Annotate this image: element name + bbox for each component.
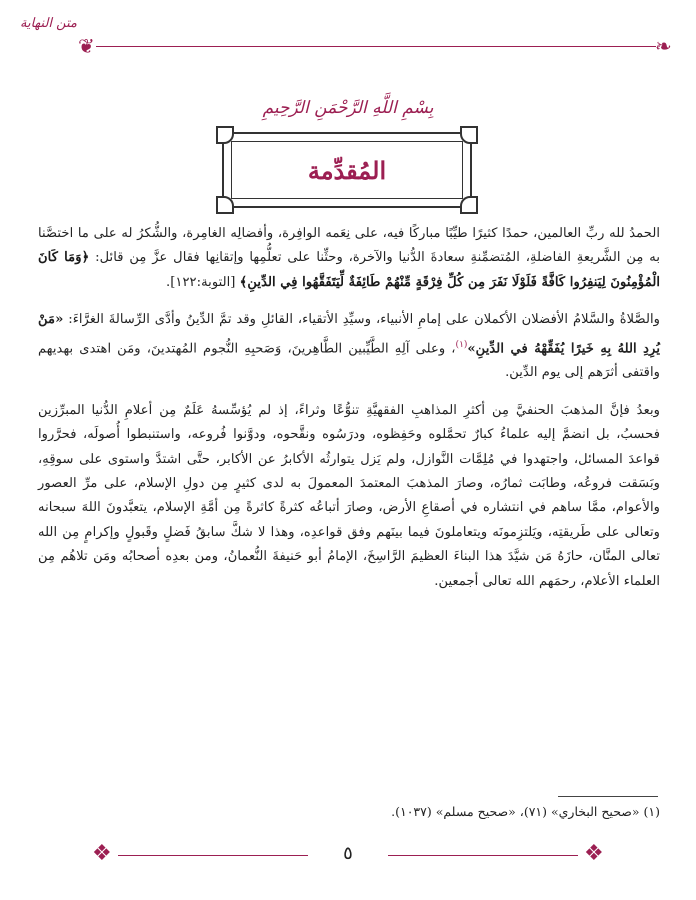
paragraph-1 — [38, 222, 660, 295]
verse-reference: [التوبة:١٢٢]. — [166, 274, 240, 290]
paragraph-text: الحمدُ لله ربِّ العالمين، حمدًا كثيرًا طيِّبًا مباركًا فيه، على نِعَمه الوافِرة، وأفضالِه الغامِرة، والشُّكرُ له على ما اختصَّنا به مِن الشَّريعةِ الفاضلةِ، المُتضمِّنةِ سعادةَ الدُّنيا والآخرة، وحثِّنا على تعلُّمِها وإتقانِها فقال عزَّ مِن قائل: — [38, 226, 660, 266]
footer-ornament-icon: ❖ — [584, 841, 604, 866]
footer-rule-right — [388, 855, 578, 856]
quran-verse: ﴿وَمَا كَانَ الْمُؤْمِنُونَ لِيَنفِرُوا كَافَّةً فَلَوْلَا نَفَرَ مِن كُلِّ فِرْقَةٍ مِّنْهُمْ طَائِفَةٌ لِّيَتَفَقَّهُوا فِي الدِّينِ﴾ — [38, 250, 660, 290]
paragraph-text: وبعدُ فإنَّ المذهبَ الحنفيَّ مِن أكثرِ المذاهبِ الفقهيَّةِ تنوُّعًا وثراءً، إذ لم يُؤسِّسهُ عَلَمٌ مِن أعلامِ الدُّنيا المبرِّزين فحسبُ، بل انضمَّ إليه علماءُ كبارٌ تحمَّلوه وحَفِظوه، ودرَسُوه ونقَّحوه، ودوَّنوا فُروعه، واستنبطوا أُصولَه، فحرَّروا قواعدَ المسائل، واجتهدوا في مُلِمَّات النَّوازل، ولم يَزل يتوارثُه الأكابرُ عن الأكابر، حتَّى اشتدَّ واستوى على سوقِهِ، وبَسَقت فروعُه، وطابَت ثمارُه، وصارَ المذهبَ المعتمدَ المعمولَ به لدى كثيرٍ مِن دولِ الإسلام، على مرِّ العصور والأعوام، ممَّا ساهم في انتشاره في أصقاعِ الأرض، وصارَ أتباعُه كثرةً كاثرةً مِن أمَّةِ الإسلام، يتعبَّدونَ اللهَ سبحانه وتعالى على طَريقتِه، ويَلتزِمونَه ويتعاملونَ فيما بينَهم وفق قواعدِه، وهذا لا شكَّ سابقُ فَضلٍ وقَبولٍ وإكرامٍ مِن الله تعالى المنَّان، حازَهُ مَن شيَّدَ هذا البناءَ العظيمَ الرَّاسِخَ، الإمامُ أبو حَنيفةَ النُّعمانُ، ومن بعدِه أصحابُه ومَن تلاهُم مِن العلماء الأعلام، رحمَهم الله تعالى أجمعين. — [38, 402, 660, 589]
footnote: (١) «صحيح البخاري» (٧١)، «صحيح مسلم» (١٠٣٧). — [391, 804, 660, 819]
title-inner-frame — [231, 141, 463, 199]
title-frame — [222, 132, 472, 208]
header-ornament-icon: ❦ — [78, 34, 95, 58]
header-ornament-end-icon: ❧ — [655, 34, 672, 58]
footnote-rule — [558, 796, 658, 797]
footer-ornament-icon: ❖ — [92, 841, 112, 866]
paragraph-2 — [38, 308, 660, 386]
paragraph-text: والصَّلاةُ والسَّلامُ الأفضلان الأكملان على إمامِ الأنبياء، وسيِّدِ الأتقياء، القائلِ وقد تمَّ الدِّينُ وأدَّى الرِّسالةَ الغرَّاءَ: — [63, 312, 660, 328]
basmala: بِسْمِ اللَّهِ الرَّحْمَنِ الرَّحِيمِ — [262, 98, 434, 118]
running-title: متن النهاية — [20, 16, 77, 31]
paragraph-text: ، وعلى آلِهِ الطَّيِّبين الطَّاهِرينَ، وَصَحبِهِ النُّجوم المُهتدينَ، ومَن اهتدى بهديهم واقتفى أثرَهم إلى يوم الدِّين. — [38, 341, 660, 381]
footnote-reference[interactable]: (١) — [455, 339, 468, 350]
body-text — [38, 222, 660, 607]
hadith-quote: «مَنْ يُرِدِ اللهُ بِهِ خَيرًا يُفَقِّهْهُ في الدِّينِ» — [38, 312, 660, 357]
paragraph-3 — [38, 399, 660, 594]
section-title: المُقدِّمة — [307, 155, 387, 185]
page-number: ٥ — [343, 843, 353, 864]
header-rule — [96, 46, 656, 47]
